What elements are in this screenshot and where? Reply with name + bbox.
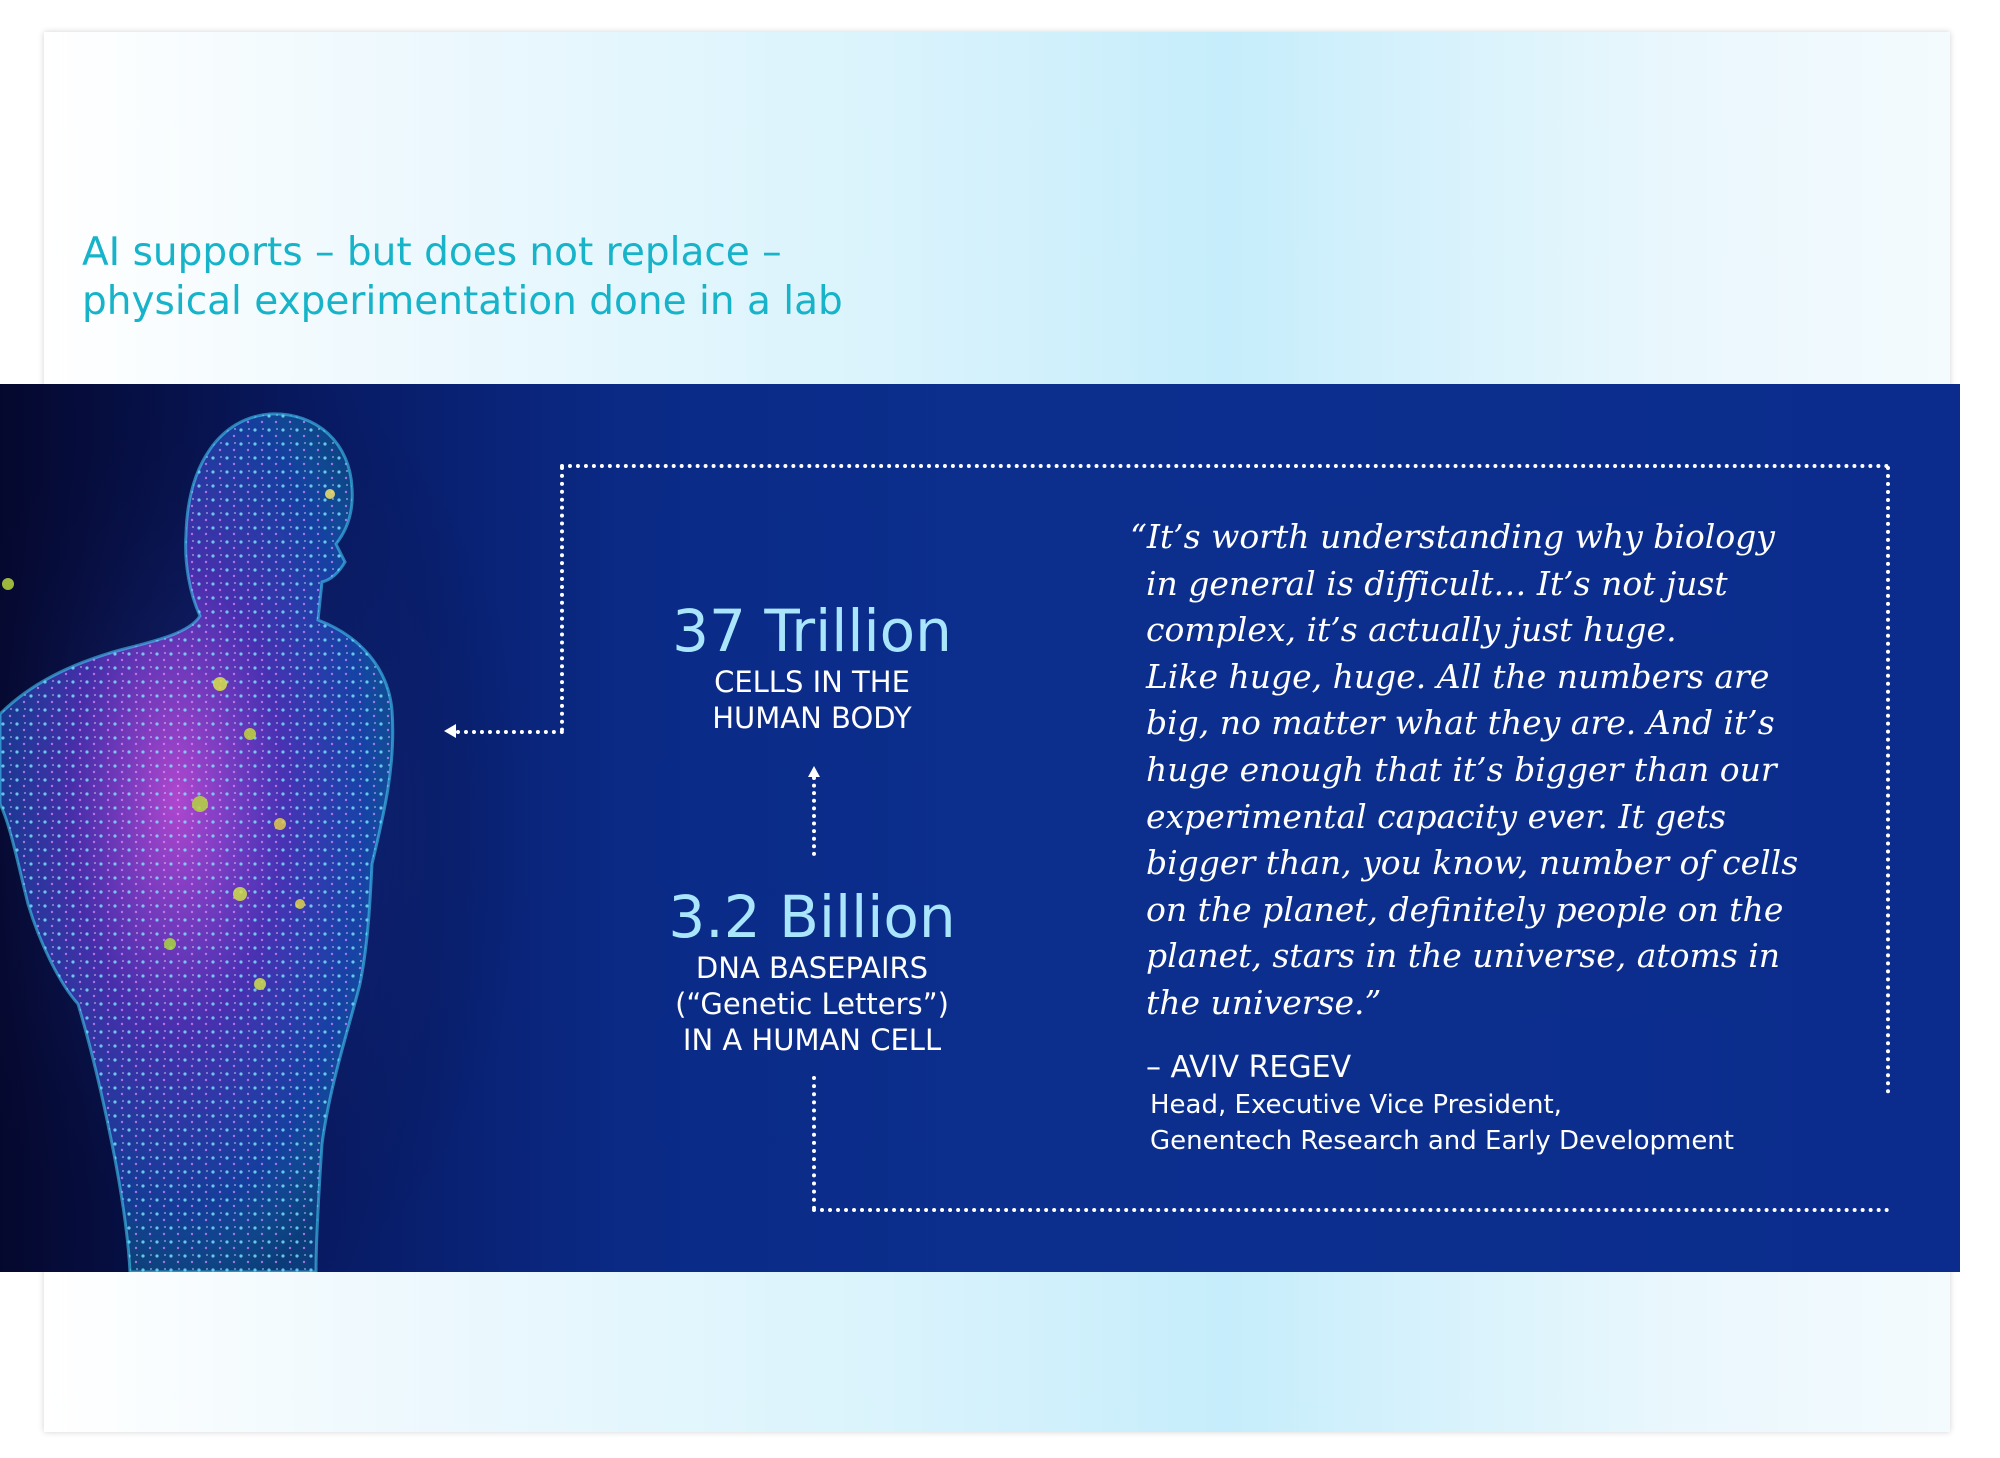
attribution-name: – AVIV REGEV	[1146, 1049, 1352, 1085]
headline	[82, 228, 843, 326]
feature-band	[0, 384, 1960, 1272]
quote-line: Like huge, huge. All the numbers are	[1146, 656, 1770, 696]
stat-cells-label-2: HUMAN BODY	[712, 701, 912, 735]
connector-dna-to-cells	[812, 776, 816, 856]
quote-line: the universe.”	[1146, 982, 1382, 1022]
quote-line: experimental capacity ever. It gets	[1146, 796, 1727, 836]
stat-dna-label-2: (“Genetic Letters”)	[675, 987, 949, 1021]
stat-cells	[612, 598, 1012, 736]
frame-right-border	[1886, 466, 1890, 1094]
connector-to-figure	[456, 730, 564, 734]
quote-line: “It’s worth understanding why biology	[1130, 517, 1775, 556]
quote-line: big, no matter what they are. And it’s	[1146, 703, 1775, 743]
quote-line: in general is difficult… It’s not just	[1146, 563, 1728, 603]
quote-line: bigger than, you know, number of cells	[1146, 843, 1799, 883]
stat-dna-label-1: DNA BASEPAIRS	[695, 951, 929, 985]
quote-line: on the planet, definitely people on the	[1146, 889, 1784, 929]
frame-bottom-border	[812, 1208, 1890, 1212]
attribution-role-1: Head, Executive Vice President,	[1150, 1089, 1562, 1120]
stat-dna	[612, 884, 1012, 1058]
quote-line: huge enough that it’s bigger than our	[1146, 749, 1777, 789]
frame-top-border	[560, 464, 1890, 468]
quote-line: planet, stars in the universe, atoms in	[1146, 936, 1781, 976]
quote-line: complex, it’s actually just huge.	[1146, 610, 1677, 650]
quote-block	[1130, 514, 1830, 1159]
headline-line-2: physical experimentation done in a lab	[82, 279, 843, 324]
quote-text	[1130, 514, 1830, 1027]
stat-dna-number: 3.2 Billion	[668, 883, 956, 951]
headline-line-1: AI supports – but does not replace –	[82, 230, 782, 275]
stat-cells-number: 37 Trillion	[672, 597, 952, 665]
stat-cells-label-1: CELLS IN THE	[714, 665, 910, 699]
attribution-role-2: Genentech Research and Early Development	[1150, 1125, 1734, 1156]
connector-left-vertical	[560, 466, 564, 732]
arrow-left-icon	[444, 724, 456, 738]
connector-dna-down	[812, 1076, 816, 1210]
stat-dna-label-3: IN A HUMAN CELL	[682, 1023, 942, 1057]
arrow-up-icon	[808, 766, 820, 777]
human-figure-illustration	[0, 384, 560, 1272]
